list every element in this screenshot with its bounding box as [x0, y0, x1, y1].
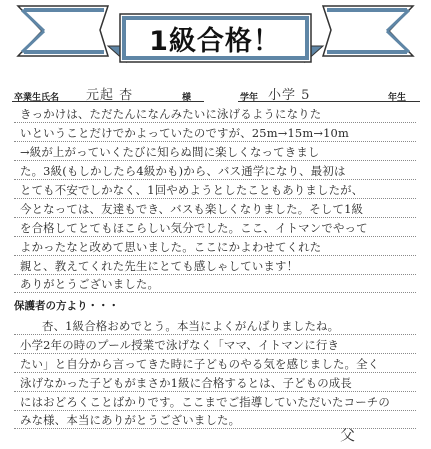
year-label: 年生 — [388, 93, 407, 103]
essay-line: ありがとうございました。 — [20, 277, 160, 291]
student-essay — [14, 104, 416, 292]
honorific-label: 様 — [182, 93, 192, 103]
essay-line: いということだけでかよっていたのですが、25m→15m→10m — [20, 126, 349, 140]
essay-line: 親と、教えてくれた先生にとても感しゃしています！ — [20, 259, 299, 273]
banner-left-tail — [18, 6, 126, 62]
essay-line: よかったなと改めて思いました。ここにかよわせてくれた — [20, 240, 322, 254]
guardian-line: 小学2年の時のプール授業で泳げなく「ママ、イトマンに行き — [20, 338, 340, 352]
essay-line: た。3級(もしかしたら4級かも)から、バス通学になり、最初は — [20, 164, 346, 178]
guardian-section-label: 保護者の方より・・・ — [14, 300, 119, 312]
essay-line: →級が上がっていくたびに知らぬ間に楽しくなってきまし — [20, 145, 320, 159]
guardian-line: たい」と自分から言ってきた時に子どものやる気を感じました。全く — [20, 357, 380, 371]
name-underline — [12, 101, 204, 102]
grade-value: 小学 5 — [268, 88, 311, 103]
grade-label: 学年 — [240, 93, 259, 103]
guardian-signature: 父 — [340, 426, 356, 444]
guardian-line: 泳げなかった子どもがまさか1級に合格するとは、子どもの成長 — [20, 376, 352, 390]
essay-line: とても不安でしかなく、1回やめようとしたこともありましたが、 — [20, 183, 364, 197]
essay-line: きっかけは、ただたんになんみたいに泳げるようになりた — [20, 107, 322, 121]
guardian-line: 杏、1級合格おめでとう。本当によくがんばりましたね。 — [42, 319, 340, 333]
page-title: 1級合格！ — [149, 26, 281, 57]
guardian-line: みな様、本当にありがとうございました。 — [20, 413, 241, 427]
guardian-message — [14, 316, 416, 428]
student-name: 元起 杏 — [86, 88, 134, 103]
essay-line: を合格してとてもほこらしい気分でした。ここ、イトマンでやって — [20, 221, 368, 235]
student-name-label: 卒業生氏名 — [14, 93, 60, 103]
student-info-row — [0, 84, 431, 106]
essay-line: 今となっては、友達もでき、バスも楽しくなりました。そして1級 — [20, 202, 364, 216]
banner-right-tail — [305, 6, 413, 62]
guardian-line: にはおどろくことばかりです。ここまでご指導していただいたコーチの — [20, 395, 390, 409]
grade-underline — [238, 101, 420, 102]
